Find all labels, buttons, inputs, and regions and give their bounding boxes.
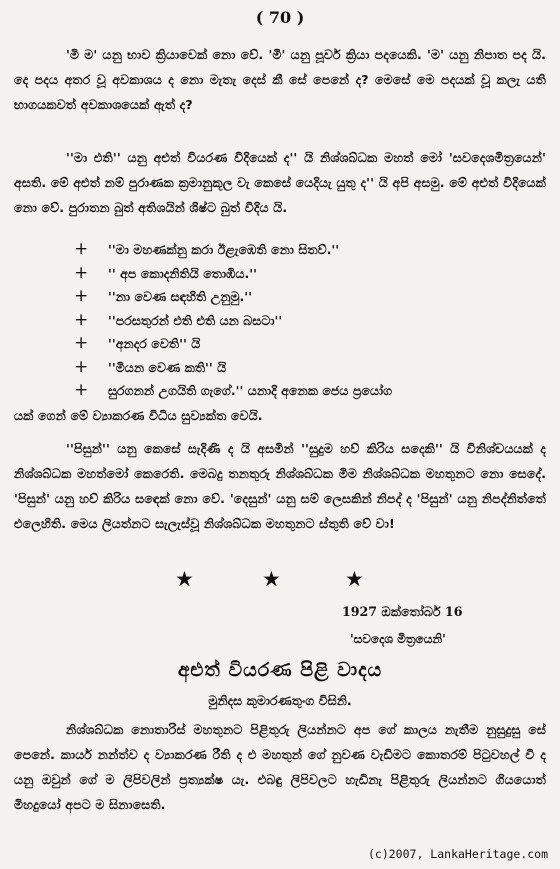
list-item-text: '' අප කොදනිතියි තොඹිය.'' [108,265,258,281]
paragraph-1-text: 'මි ම' යනු භාව ක්‍රියාවෙක් නො වේ. 'මී' යනු පූර්ව ක්‍රියා පදයෙකි. 'ම' යනු නිපාත පද යි. දෙ පදය අතර වූ අවකාශය ද නො මැතැ දෙස් කී සේ පෙනේ ද? මෙසේ මෙ පදයක් වූ කලැ යති භාගයකවත් අවකාශයෙක් ඇත් ද? [14,47,546,112]
plus-icon: + [74,262,89,283]
list-item [74,262,392,286]
star-icon: ★ [175,567,194,591]
paragraph-1 [14,42,546,117]
plus-icon: + [74,380,89,400]
date-line: 1927 ඔක්තෝබර් 16 [342,604,463,619]
paragraph-3-text: ''පිසුන්'' යනු කෙසේ සැදිණි ද යි අසමින් ''සුදුම හව් කිරිය සදෙකි'' යි විනිශ්චයයක් ද නිශ්ශබ්ධක මහත්මෝ කෙරෙති. මෙබදු තනතුරු නිශ්ශබ්ධක මිම නිශ්ශබ්ධක මහතුනට නො සෙදේ. 'පිසුන්' යනු හව් කිරිය සඳෙක් නො වේ. 'දෙසුන්' යනු සම් ලෙසකින් නිපද් ද 'පිසුන්' යනු නිපද්නිත්තේ එලෙහිති. මෙය ලියත්නට සැලැස්වූ නිශ්ශබ්ධක මහතුනට ස්තුති වේ වා! [14,441,546,531]
list-item-text: ''මා මහණක්නු කරා ඊළැඹෙති නො සිතව්.'' [108,242,340,257]
plus-icon: + [74,333,89,353]
list-item-text: ''මියන වෙණ කති'' යි [108,359,227,375]
list-tail: යක් ගෙන් මේ ව්‍යාකරණ විධිය සුව්‍යක්ත වෙයි. [14,408,263,423]
list-item [74,309,392,333]
list-item [74,379,392,403]
page-number: ( 70 ) [255,8,305,27]
list-item [74,285,392,309]
list-item-text: සුරගනන් උගයිති ගැගේ.'' යනාදි අනෙක ජෙය ප්‍රයෝග [108,383,393,398]
author-line: මුනිදස කුමාරණතුංග විසිනි. [208,693,352,708]
list-item [74,356,392,380]
plus-icon: + [74,239,89,259]
article-title: අළුත් වියරණ පිළි වාදය [177,659,383,681]
star-icon: ★ [345,567,364,591]
example-list [74,238,392,403]
list-item-text: ''අනදර වෙති'' යි [108,336,201,351]
source-line: 'සවදෙශ මිත්‍රයෙනි' [350,632,446,646]
paragraph-3 [14,436,546,536]
plus-icon: + [74,356,89,377]
paragraph-2-text: ''මා එති'' යනු අළුත් වියරණ විදියෙක් ද'' යි නිශ්ශබ්ධක මහත් මෝ 'සවදෙශමිත්‍රයෙන්' අසති. මේ අළුත් නම් පුරාණක ක්‍රමානුකූල වැ කෙසේ යෙදියැ යුතු ද'' යි අපි අසමු. මේ අළුත් විදියෙක් නො වේ. පුරාතන බුත් අතිශයින් ශිෂ්ට බුත් විදිය යි. [14,150,546,215]
paragraph-2 [14,145,546,220]
paragraph-4 [14,717,546,817]
star-icon: ★ [262,567,281,591]
list-item-text: ''නා වෙණ සඳහිති උනුමු.'' [108,289,253,304]
paragraph-4-text: නිශ්ශබ්ධක නොතාරිස් මහතුනට පිළිතුරු ලියන්නට අප ගේ කාලය නැතීම නුසුදුසු සේ පෙනේ. කාර්ය නන්ත්ව ද ව්‍යාකරණ රීති ද එ මහතුන් ගේ නුවණ වැඩිමට කොතරම් පිටුවහල් වී ද යනු ඔවුන් ගේ ම ලිපිවලින් ප්‍රත්‍යක්ෂ යැ. එබඳු ලිපිවලට හැඩිනැ පිළිතුරු ලියන්නට ගියයොත් මිහදුයෝ අපට ම සිනාසෙති. [14,722,546,812]
plus-icon: + [74,309,89,330]
list-item [74,238,392,262]
section-divider [0,567,560,591]
list-item-text: ''පරසතුරන් එති එති යන බසටා'' [108,312,283,328]
plus-icon: + [74,286,89,306]
copyright-notice: (c)2007, LankaHeritage.com [367,847,548,861]
list-item [74,332,392,356]
